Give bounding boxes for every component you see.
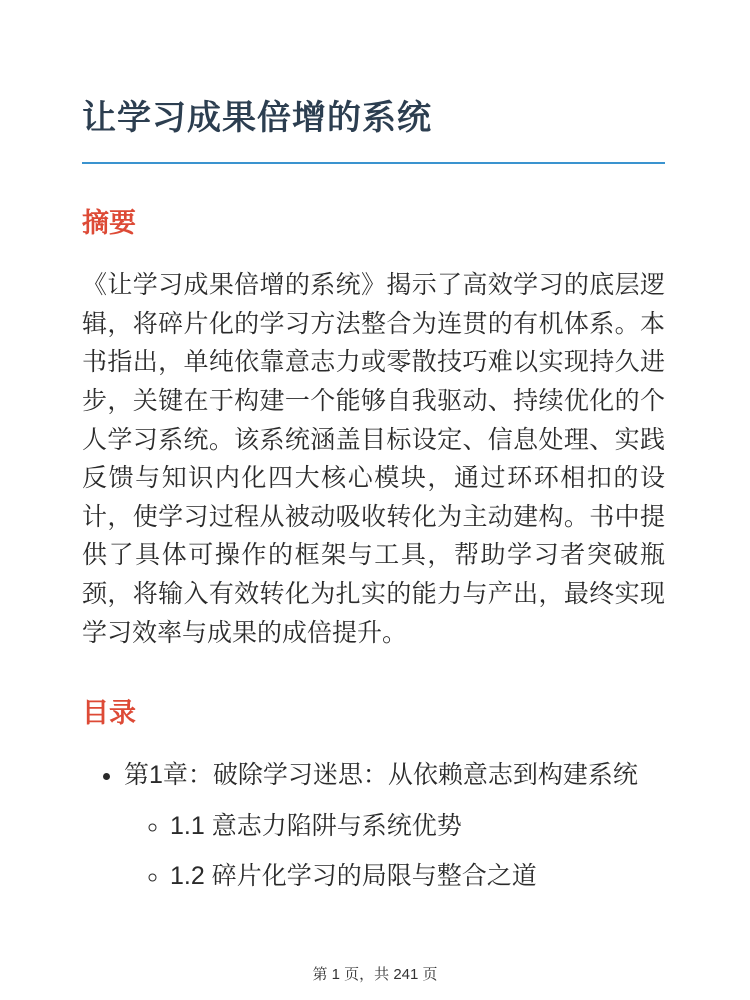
page-title: 让学习成果倍增的系统 bbox=[82, 96, 665, 164]
page-footer: 第 1 页，共 241 页 bbox=[312, 966, 438, 983]
toc-heading: 目录 bbox=[82, 698, 136, 729]
toc-chapter-label: 第1章：破除学习迷思：从依赖意志到构建系统 bbox=[124, 761, 638, 790]
toc-sublist bbox=[124, 806, 665, 897]
toc-section-item: ◦ 1.2 碎片化学习的局限与整合之道 bbox=[170, 856, 665, 897]
abstract-heading: 摘要 bbox=[82, 208, 136, 239]
toc-chapter-item bbox=[124, 755, 665, 897]
toc-list bbox=[82, 755, 665, 897]
toc-section-item: ◦ 1.1 意志力陷阱与系统优势 bbox=[170, 806, 665, 847]
abstract-paragraph: 《让学习成果倍增的系统》揭示了高效学习的底层逻辑，将碎片化的学习方法整合为连贯的有机体系。本书指出，单纯依靠意志力或零散技巧难以实现持久进步，关键在于构建一个能够自我驱动、持续优化的个人学习系统。该系统涵盖目标设定、信息处理、实践反馈与知识内化四大核心模块，通过环环相扣的设计，使学习过程从被动吸收转化为主动建构。书中提供了具体可操作的框架与工具，帮助学习者突破瓶颈，将输入有效转化为扎实的能力与产出，最终实现学习效率与成果的成倍提升。 bbox=[82, 271, 665, 647]
